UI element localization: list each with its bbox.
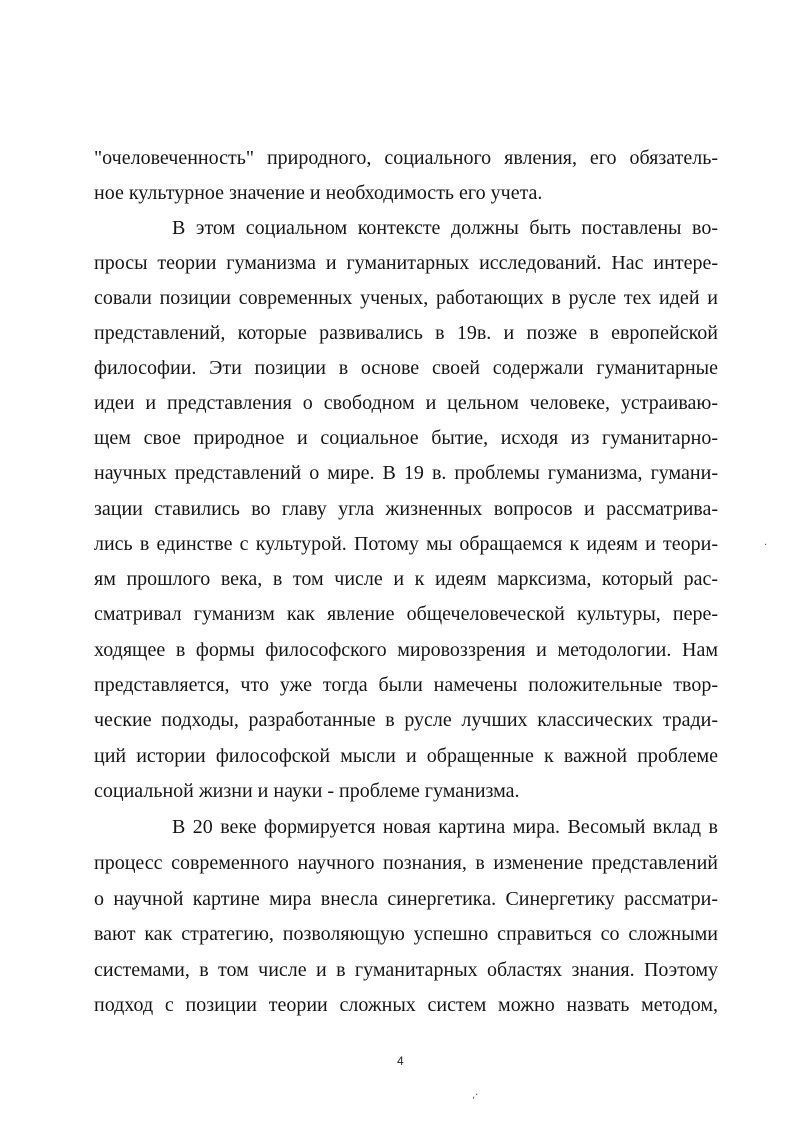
text-line: подход с позиции теории сложных систем можно назвать методом, (94, 994, 718, 1016)
text-line: представлений, которые развивались в 19в. и позже в европейской (94, 322, 718, 344)
text-line: ций истории философской мысли и обращенные к важной проблеме (94, 745, 718, 767)
text-line: представляется, что уже тогда были намечены положительные твор- (94, 674, 718, 696)
text-line: процесс современного научного познания, в изменение представлений (94, 852, 718, 874)
text-line: просы теории гуманизма и гуманитарных исследований. Нас интере- (94, 252, 718, 274)
text-line: "очеловеченность" природного, социального явления, его обязатель- (94, 147, 718, 169)
text-line: В этом социальном контексте должны быть поставлены во- (172, 217, 718, 239)
text-line: научных представлений о мире. В 19 в. проблемы гуманизма, гумани- (94, 462, 718, 484)
page-number: 4 (397, 1054, 404, 1068)
text-line: ям прошлого века, в том числе и к идеям марксизма, который рас- (94, 568, 718, 590)
text-line: ходящее в формы философского мировоззрения и методологии. Нам (94, 639, 718, 661)
text-line: о научной картине мира внесла синергетика. Синергетику рассматри- (94, 888, 718, 910)
scan-speck-decoration: ,· (472, 1090, 479, 1101)
text-line: идеи и представления о свободном и цельном человеке, устраиваю- (94, 392, 718, 414)
text-line: щем свое природное и социальное бытие, исходя из гуманитарно- (94, 427, 718, 449)
text-line: социальной жизни и науки - проблеме гуманизма. (94, 780, 520, 802)
text-line: зации ставились во главу угла жизненных вопросов и рассматрива- (94, 498, 718, 520)
scan-speck-decoration: · (764, 540, 768, 551)
text-line: В 20 веке формируется новая картина мира. Весомый вклад в (172, 816, 718, 838)
text-line: ческие подходы, разработанные в русле лучших классических тради- (94, 709, 718, 731)
text-line: философии. Эти позиции в основе своей содержали гуманитарные (94, 357, 718, 379)
text-line: системами, в том числе и в гуманитарных областях знания. Поэтому (94, 959, 718, 981)
text-line: совали позиции современных ученых, работающих в русле тех идей и (94, 287, 718, 309)
text-line: сматривал гуманизм как явление общечеловеческой культуры, пере- (94, 603, 718, 625)
text-line: лись в единстве с культурой. Потому мы обращаемся к идеям и теори- (94, 533, 718, 555)
text-line: вают как стратегию, позволяющую успешно справиться со сложными (94, 923, 718, 945)
text-line: ное культурное значение и необходимость его учета. (94, 182, 543, 204)
